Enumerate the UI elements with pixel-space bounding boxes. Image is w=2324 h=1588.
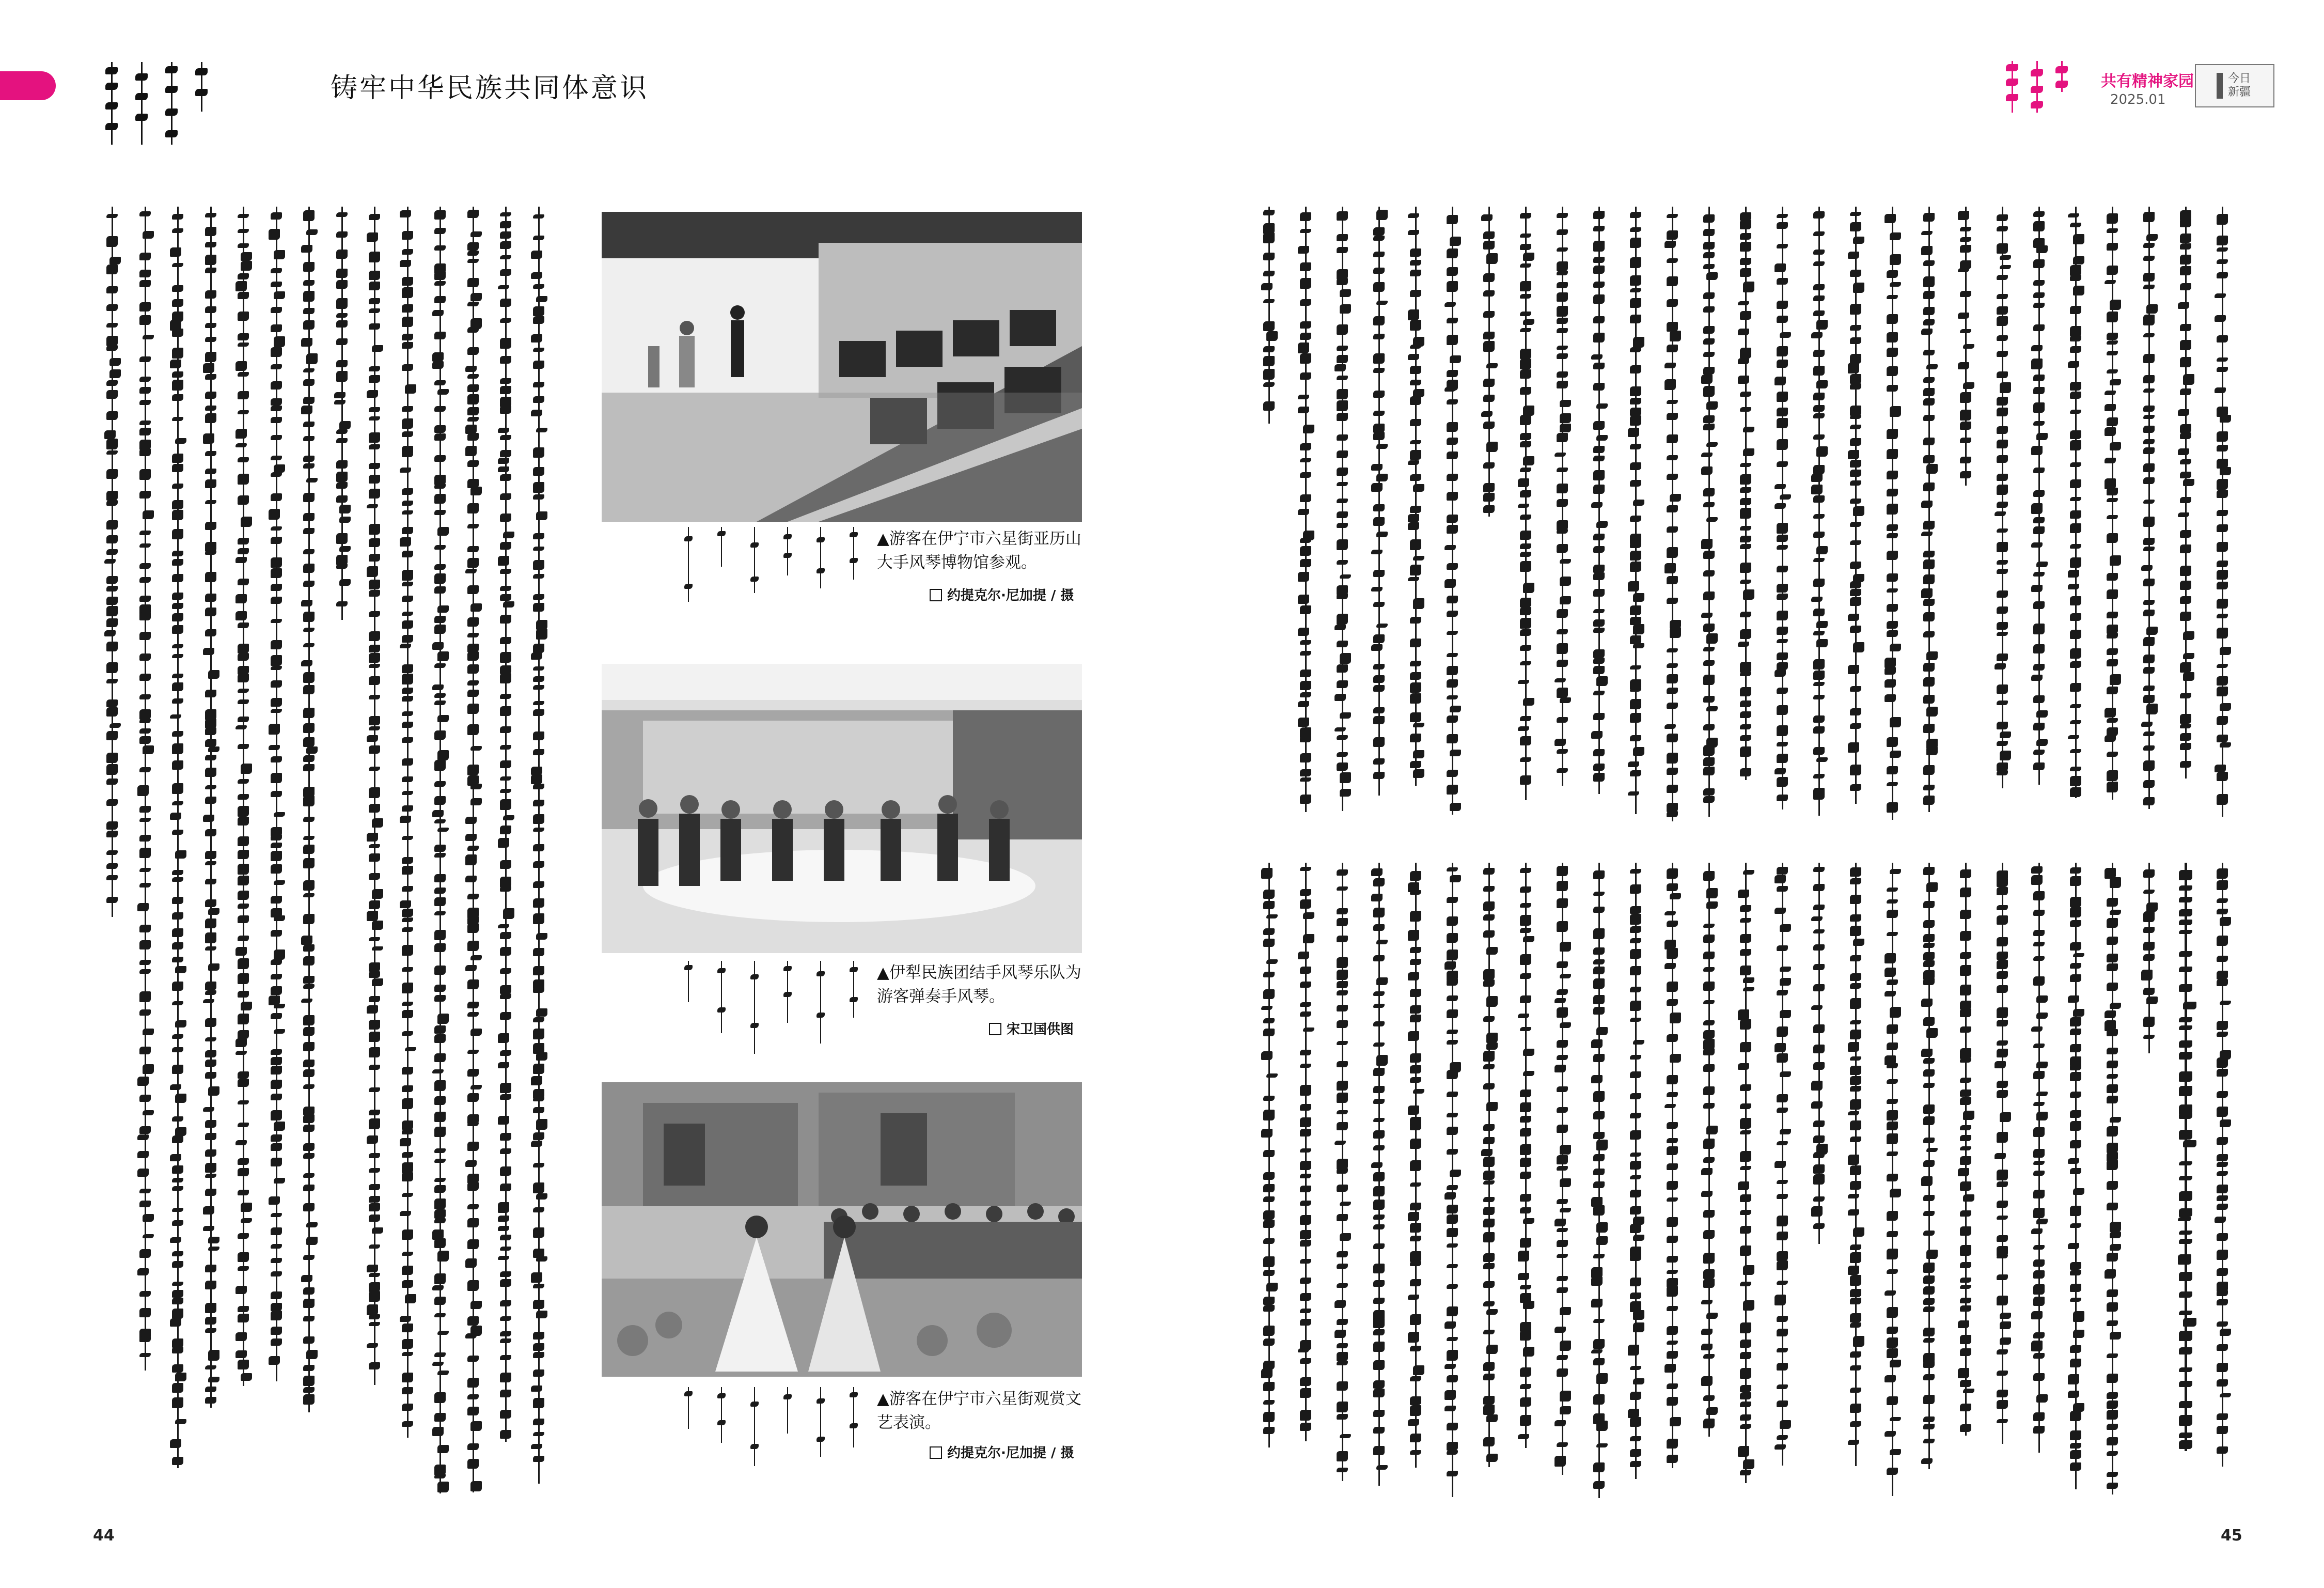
mongolian-text-line xyxy=(1847,863,1864,1498)
mongolian-text-line xyxy=(1883,863,1901,1498)
mongolian-text-line xyxy=(169,207,186,1498)
mongolian-text-line xyxy=(1993,207,2011,827)
mongolian-text-line xyxy=(1443,863,1461,1498)
mongolian-text-line xyxy=(1517,207,1534,827)
mongolian-text-line xyxy=(2177,207,2194,827)
mongolian-text-line xyxy=(1700,863,1718,1498)
mongolian-title-line xyxy=(103,62,120,145)
mongolian-text-line xyxy=(1480,863,1498,1498)
credit-text: 约提克尔·尼加提 / 摄 xyxy=(947,588,1074,603)
mongolian-text-line xyxy=(1553,863,1571,1498)
mongolian-title-line xyxy=(193,62,210,112)
mongolian-text-line xyxy=(1370,863,1388,1498)
photo-caption: ▲游客在伊宁市六星街观赏文艺表演。 xyxy=(877,1390,1081,1432)
photo-caption-mongolian xyxy=(602,1387,860,1480)
mongolian-text-line xyxy=(1443,207,1461,827)
mongolian-text-line xyxy=(1480,207,1498,827)
mongolian-title-line xyxy=(133,62,150,145)
section-title: 铸牢中华民族共同体意识 xyxy=(331,73,649,104)
mongolian-text-line xyxy=(1700,207,1718,827)
right-page-body-text-upper xyxy=(1260,207,2231,827)
credit-text: 宋卫国供图 xyxy=(1007,1022,1074,1037)
page-number-left: 44 xyxy=(93,1527,115,1545)
mongolian-text-line xyxy=(1920,207,1938,827)
mongolian-text-line xyxy=(2213,863,2231,1498)
mongolian-text-line xyxy=(1517,863,1534,1498)
mongolian-text-line xyxy=(1407,207,1424,827)
mongolian-text-line xyxy=(333,207,351,1498)
brand-mongolian-line xyxy=(2029,61,2045,113)
photo-dance-performance xyxy=(602,1082,1082,1377)
magazine-brand xyxy=(2004,61,2293,123)
mongolian-text-line xyxy=(399,207,416,1498)
mongolian-text-line xyxy=(234,207,252,1498)
mongolian-text-line xyxy=(2140,863,2158,1498)
mongolian-text-line xyxy=(1297,863,1314,1498)
mongolian-text-line xyxy=(1920,863,1938,1498)
mongolian-text-line xyxy=(1810,207,1828,827)
mongolian-text-line xyxy=(136,207,154,1498)
mongolian-text-line xyxy=(2030,863,2048,1498)
mongolian-text-line xyxy=(1883,207,1901,827)
mongolian-text-line xyxy=(300,207,318,1498)
mongolian-text-line xyxy=(2177,863,2194,1498)
mongolian-text-line xyxy=(268,207,285,1498)
mongolian-text-line xyxy=(1260,207,1278,827)
credit-text: 约提克尔·尼加提 / 摄 xyxy=(947,1445,1074,1461)
mongolian-text-line xyxy=(202,207,219,1498)
mongolian-text-line xyxy=(1737,863,1754,1498)
mongolian-text-line xyxy=(1553,207,1571,827)
mongolian-title-line xyxy=(163,62,180,145)
mongolian-text-line xyxy=(2103,863,2121,1498)
mongolian-text-line xyxy=(2213,207,2231,827)
brand-name: 共有精神家园 xyxy=(2101,72,2194,90)
mongolian-text-line xyxy=(464,207,482,1498)
magazine-logo xyxy=(2195,64,2274,107)
mongolian-text-line xyxy=(1957,207,1974,827)
photo-caption: ▲伊犁民族团结手风琴乐队为游客弹奏手风琴。 xyxy=(877,963,1081,1006)
issue-number: 2025.01 xyxy=(2110,92,2166,107)
mongolian-text-line xyxy=(2103,207,2121,827)
mongolian-text-line xyxy=(1407,863,1424,1498)
mongolian-text-line xyxy=(1773,207,1791,827)
mongolian-text-line xyxy=(1993,863,2011,1498)
mongolian-text-line xyxy=(2140,207,2158,827)
photo-caption-mongolian xyxy=(602,527,860,615)
mongolian-text-line xyxy=(1773,863,1791,1498)
mongolian-text-line xyxy=(1333,863,1351,1498)
photo-caption: ▲游客在伊宁市六星街亚历山大手风琴博物馆参观。 xyxy=(877,530,1081,572)
logo-text: 今日新疆 xyxy=(2228,72,2251,99)
camera-icon xyxy=(930,1446,942,1459)
mongolian-text-line xyxy=(1333,207,1351,827)
photo-credit xyxy=(930,1442,1074,1461)
photo-accordion-band xyxy=(602,664,1082,953)
mongolian-text-line xyxy=(2067,863,2084,1498)
mongolian-text-line xyxy=(1370,207,1388,827)
mongolian-text-line xyxy=(2030,207,2048,827)
page-number-right: 45 xyxy=(2221,1527,2242,1545)
mongolian-text-line xyxy=(103,207,121,1498)
mongolian-text-line xyxy=(497,207,514,1498)
mongolian-text-line xyxy=(431,207,449,1498)
mongolian-text-line xyxy=(1737,207,1754,827)
left-page-body-text xyxy=(103,207,547,1498)
photo-caption-mongolian xyxy=(602,961,860,1064)
brand-mongolian-line xyxy=(2053,61,2070,92)
photo-accordion-museum xyxy=(602,212,1082,522)
mongolian-text-line xyxy=(1663,207,1681,827)
section-color-tab xyxy=(0,71,56,100)
mongolian-text-line xyxy=(1627,863,1644,1498)
right-page-body-text-lower xyxy=(1260,863,2231,1498)
mongolian-text-line xyxy=(1590,207,1608,827)
mongolian-text-line xyxy=(1260,863,1278,1498)
mongolian-text-line xyxy=(366,207,383,1498)
brand-mongolian-title xyxy=(2004,61,2097,113)
brand-mongolian-line xyxy=(2004,61,2020,113)
photo-credit xyxy=(989,1019,1074,1038)
mongolian-text-line xyxy=(1663,863,1681,1498)
camera-icon xyxy=(989,1023,1001,1035)
photo-credit xyxy=(930,585,1074,604)
mongolian-text-line xyxy=(1627,207,1644,827)
mongolian-text-line xyxy=(1810,863,1828,1498)
mongolian-text-line xyxy=(1847,207,1864,827)
mongolian-text-line xyxy=(1957,863,1974,1498)
section-title-mongolian xyxy=(103,62,294,145)
mongolian-text-line xyxy=(2067,207,2084,827)
camera-icon xyxy=(930,589,942,601)
mongolian-text-line xyxy=(1590,863,1608,1498)
mongolian-text-line xyxy=(530,207,547,1498)
mongolian-text-line xyxy=(1297,207,1314,827)
